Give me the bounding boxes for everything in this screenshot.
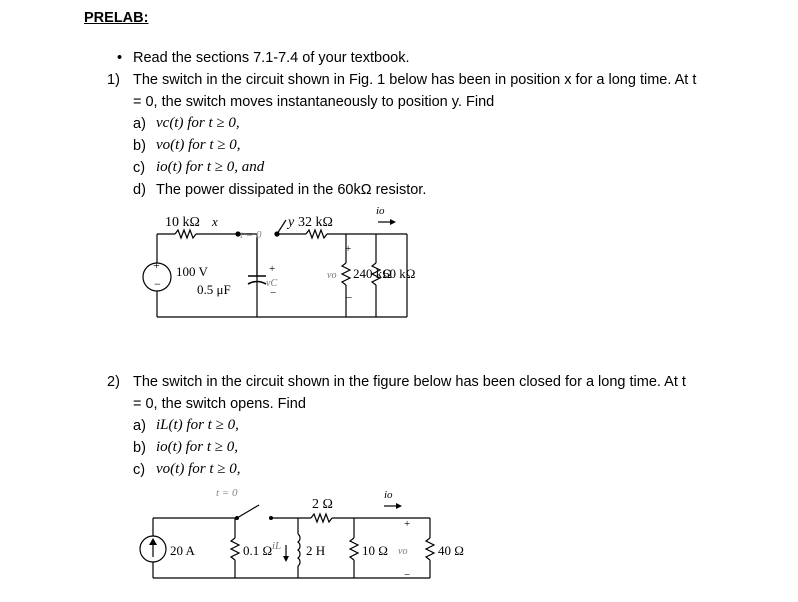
label-inductor: 2 H xyxy=(306,543,326,558)
problem2-item-a-text: iL(t) for t ≥ 0, xyxy=(156,417,239,433)
svg-text:−: − xyxy=(270,287,277,299)
label-r2: 32 kΩ xyxy=(298,215,333,230)
label-vo: vo xyxy=(327,270,337,281)
problem2-item-b-label: b) xyxy=(133,440,146,456)
label-switch-time: t = 0 xyxy=(240,229,262,241)
label-switch-time: t = 0 xyxy=(216,487,238,499)
label-vc: vC xyxy=(266,278,278,289)
problem1-item-c-label: c) xyxy=(133,160,146,176)
problem1-item-d-label: d) xyxy=(133,182,146,198)
page-heading: PRELAB: xyxy=(84,10,149,26)
problem1-number: 1) xyxy=(107,72,120,88)
problem1-item-c-text: io(t) for t ≥ 0, and xyxy=(156,159,265,175)
label-r3: 240 kΩ xyxy=(353,266,392,281)
label-pos-x: x xyxy=(212,214,218,229)
label-source: 100 V xyxy=(176,264,208,279)
problem2-line2: = 0, the switch opens. Find xyxy=(133,396,306,412)
label-r-load: 10 Ω xyxy=(362,543,388,558)
switch-blade xyxy=(237,505,259,518)
svg-text:−: − xyxy=(154,277,161,291)
problem1-item-a-label: a) xyxy=(133,116,146,132)
inductor-coil xyxy=(298,534,300,566)
svg-text:+: + xyxy=(404,518,411,530)
svg-text:−: − xyxy=(404,569,411,581)
problem1-item-a-text: vc(t) for t ≥ 0, xyxy=(156,115,240,131)
problem1-line2: = 0, the switch moves instantaneously to position y. Find xyxy=(133,94,495,110)
svg-text:+: + xyxy=(345,243,352,255)
label-source: 20 A xyxy=(170,543,195,558)
problem2-line1: The switch in the circuit shown in the figure below has been closed for a long time. At t xyxy=(133,374,686,390)
bullet-text: Read the sections 7.1-7.4 of your textbook. xyxy=(133,50,410,66)
resistor-0-1ohm xyxy=(231,538,239,560)
label-r-end: 40 Ω xyxy=(438,543,464,558)
label-io: io xyxy=(376,205,385,217)
resistor-10ohm xyxy=(350,538,358,560)
problem1-line1: The switch in the circuit shown in Fig. 1 below has been in position x for a long time. At t xyxy=(133,72,697,88)
label-io: io xyxy=(384,489,393,501)
label-r-shunt: 0.1 Ω xyxy=(243,543,273,558)
label-r-series: 2 Ω xyxy=(312,497,333,512)
label-il: iL xyxy=(272,540,282,552)
problem1-item-b-text: vo(t) for t ≥ 0, xyxy=(156,137,241,153)
label-r1: 10 kΩ xyxy=(165,215,200,230)
label-vo: vo xyxy=(398,546,408,557)
resistor-2ohm xyxy=(311,514,332,522)
resistor-40ohm xyxy=(426,538,434,560)
problem2-item-c-label: c) xyxy=(133,462,146,478)
problem2-number: 2) xyxy=(107,374,120,390)
label-pos-y: y xyxy=(288,215,295,230)
problem1-item-d-text: The power dissipated in the 60kΩ resistor. xyxy=(156,182,427,198)
bullet-marker: • xyxy=(117,50,123,66)
problem1-item-b-label: b) xyxy=(133,138,146,154)
label-cap: 0.5 μF xyxy=(197,282,231,297)
svg-text:+: + xyxy=(269,263,276,275)
problem2-item-c-text: vo(t) for t ≥ 0, xyxy=(156,461,241,477)
problem2-item-b-text: io(t) for t ≥ 0, xyxy=(156,439,238,455)
svg-text:−: − xyxy=(346,292,353,304)
svg-text:+: + xyxy=(153,258,160,272)
label-r4: 60 kΩ xyxy=(383,266,416,281)
problem2-item-a-label: a) xyxy=(133,418,146,434)
